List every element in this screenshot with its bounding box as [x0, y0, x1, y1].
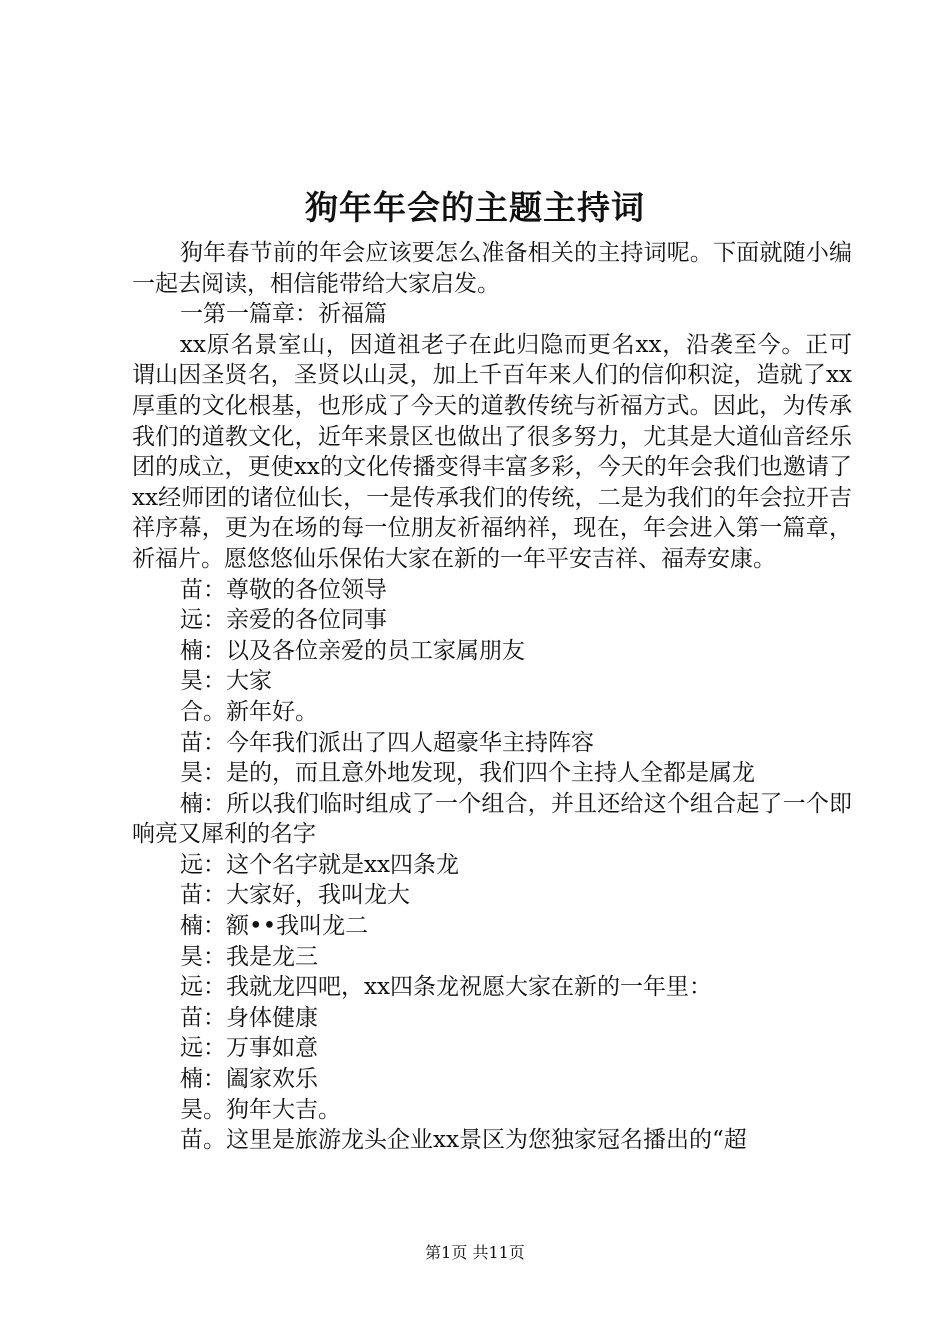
dialogue-line: 苗：大家好，我叫龙大 [180, 882, 410, 909]
dialogue-line: 苗：今年我们派出了四人超豪华主持阵容 [180, 729, 594, 756]
dialogue-line: 楠：所以我们临时组成了一个组合，并且还给这个组合起了一个即响亮又犀利的名字 [132, 790, 852, 848]
dialogue-line: 苗。这里是旅游龙头企业xx景区为您独家冠名播出的“超 [180, 1127, 747, 1154]
section-heading: 一第一篇章：祈福篇 [180, 301, 387, 328]
dialogue-line: 远：我就龙四吧，xx四条龙祝愿大家在新的一年里： [180, 974, 712, 1001]
dialogue-line: 昊：大家 [180, 668, 272, 695]
dialogue-line: 楠：以及各位亲爱的员工家属朋友 [180, 637, 525, 664]
dialogue-line: 昊：是的，而且意外地发现，我们四个主持人全都是属龙 [180, 760, 755, 787]
paragraph-intro: 狗年春节前的年会应该要怎么准备相关的主持词呢。下面就随小编一起去阅读，相信能带给大家启发。 [132, 240, 852, 297]
paragraph-blessing: xx原名景室山，因道祖老子在此归隐而更名xx，沿袭至今。正可谓山因圣贤名，圣贤以山灵，加上千百年来人们的信仰积淀，造就了xx厚重的文化根基，也形成了今天的道教传统与祈福方式。因此，为传承我们的道教文化，近年来景区也做出了很多努力，尤其是大道仙音经乐团的成立，更使xx的文化传播变得丰富多彩，今天的年会我们也邀请了xx经师团的诸位仙长，一是传承我们的传统，二是为我们的年会拉开吉祥序幕，更为在场的每一位朋友祈福纳祥，现在，年会进入第一篇章，祈福片。愿悠悠仙乐保佑大家在新的一年平安吉祥、福寿安康。 [132, 331, 852, 572]
dialogue-line: 楠：阖家欢乐 [180, 1066, 318, 1093]
dialogue-line: 楠：额••我叫龙二 [180, 913, 369, 940]
dialogue-line: 远：亲爱的各位同事 [180, 607, 387, 634]
dialogue-line: 苗：尊敬的各位领导 [180, 576, 387, 603]
document-title: 狗年年会的主题主持词 [305, 188, 645, 227]
dialogue-line: 苗：身体健康 [180, 1004, 318, 1031]
document-body [132, 238, 852, 1156]
dialogue-line: 远：万事如意 [180, 1035, 318, 1062]
page-number-footer: 第1页 共11页 [425, 1243, 525, 1262]
dialogue-line: 昊。狗年大吉。 [180, 1096, 341, 1123]
dialogue-line: 昊：我是龙三 [180, 943, 318, 970]
dialogue-line: 合。新年好。 [180, 698, 318, 725]
dialogue-line: 远：这个名字就是xx四条龙 [180, 851, 459, 878]
